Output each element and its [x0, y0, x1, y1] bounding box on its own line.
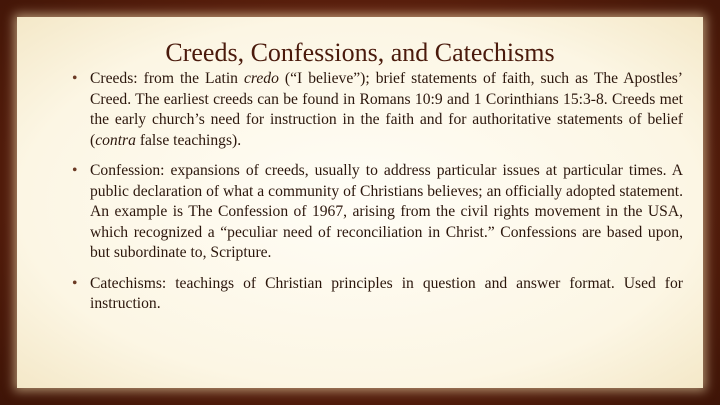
bullet-catechisms: [72, 274, 683, 315]
bullet-dot-icon: •: [72, 274, 78, 292]
bullet-text: Catechisms: teachings of Christian principles in question and answer format. Used for instruction.: [90, 274, 683, 312]
slide-title: Creeds, Confessions, and Catechisms: [165, 38, 555, 67]
bullet-confession: [72, 161, 683, 264]
bullet-list: [72, 69, 683, 325]
slide-panel: [17, 17, 703, 388]
bullet-creeds: [72, 69, 683, 151]
bullet-dot-icon: •: [72, 162, 78, 179]
bullet-dot-icon: •: [72, 70, 78, 87]
bullet-text: Creeds: from the Latin credo (“I believe”); brief statements of faith, such as The Apostles’ Creed. The earliest creeds can be found in Romans 10:9 and 1 Corinthians 15:3-8. Creeds met the early church’s need for instruction in the faith and for authoritative statements of belief (contra false teachings).: [90, 70, 683, 149]
bullet-text: Confession: expansions of creeds, usually to address particular issues at particular times. A public declaration of what a community of Christians believes; an officially adopted statement. An example is The Confession of 1967, arising from the civil rights movement in the USA, which recognized a “peculiar need of reconciliation in Christ.” Confessions are based upon, but subordinate to, Scripture.: [90, 162, 683, 261]
